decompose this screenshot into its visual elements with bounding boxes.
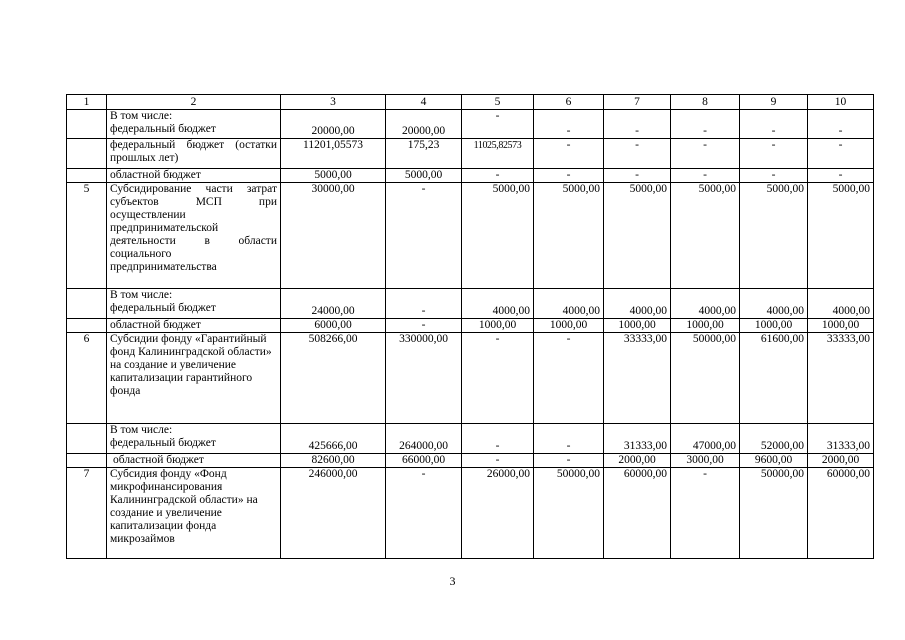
header-cell: 10 xyxy=(808,95,874,110)
header-row xyxy=(67,95,874,110)
value-cell: - xyxy=(740,169,808,183)
value-cell: 4000,00 xyxy=(671,289,740,319)
value-cell: - xyxy=(740,110,808,139)
value-cell: - xyxy=(534,424,604,454)
row-number: 7 xyxy=(67,468,107,559)
row-number-cell xyxy=(67,454,107,468)
value-cell: 50000,00 xyxy=(671,333,740,424)
row-label: федеральный бюджет (остатки прошлых лет) xyxy=(107,139,281,169)
table-row xyxy=(67,169,874,183)
value-cell: 4000,00 xyxy=(462,289,534,319)
row-label-cell xyxy=(107,424,281,454)
header-cell: 4 xyxy=(386,95,462,110)
row-label: областной бюджет xyxy=(107,319,281,333)
value-cell: 4000,00 xyxy=(808,289,874,319)
value-cell: 26000,00 xyxy=(462,468,534,559)
value-cell: - xyxy=(462,169,534,183)
value-cell: 11201,05573 xyxy=(281,139,386,169)
value-cell: 50000,00 xyxy=(740,468,808,559)
value-cell: - xyxy=(671,468,740,559)
table-row xyxy=(67,319,874,333)
value-cell: - xyxy=(671,169,740,183)
value-cell: - xyxy=(534,169,604,183)
header-cell: 8 xyxy=(671,95,740,110)
value-cell: 5000,00 xyxy=(671,183,740,289)
sub-intro-label: В том числе: xyxy=(110,289,173,301)
value-cell: 5000,00 xyxy=(604,183,671,289)
value-cell: 2000,00 xyxy=(808,454,874,468)
value-cell: 30000,00 xyxy=(281,183,386,289)
value-cell: - xyxy=(462,454,534,468)
row-number-cell xyxy=(67,110,107,139)
row-label: федеральный бюджет xyxy=(110,123,216,135)
table-row xyxy=(67,454,874,468)
value-cell: 1000,00 xyxy=(671,319,740,333)
value-cell: - xyxy=(740,139,808,169)
row-label: федеральный бюджет xyxy=(110,302,216,314)
value-cell: - xyxy=(808,110,874,139)
value-cell: 1000,00 xyxy=(808,319,874,333)
value-cell: - xyxy=(534,110,604,139)
value-cell: 31333,00 xyxy=(604,424,671,454)
table-row xyxy=(67,333,874,424)
value-cell: - xyxy=(808,139,874,169)
page-number: 3 xyxy=(449,574,456,588)
table-row xyxy=(67,139,874,169)
row-number-cell xyxy=(67,319,107,333)
row-number-cell xyxy=(67,139,107,169)
value-cell: 61600,00 xyxy=(740,333,808,424)
value-cell: 264000,00 xyxy=(386,424,462,454)
value-cell: 5000,00 xyxy=(534,183,604,289)
table-row xyxy=(67,110,874,139)
row-number-cell xyxy=(67,169,107,183)
value-cell: 2000,00 xyxy=(604,454,671,468)
value-cell: 52000,00 xyxy=(740,424,808,454)
value-cell: 60000,00 xyxy=(808,468,874,559)
value-cell: 508266,00 xyxy=(281,333,386,424)
table-row xyxy=(67,183,874,289)
value-cell: 246000,00 xyxy=(281,468,386,559)
sub-intro-label: В том числе: xyxy=(110,424,173,436)
value-cell: 4000,00 xyxy=(740,289,808,319)
header-cell: 6 xyxy=(534,95,604,110)
row-label-cell xyxy=(107,110,281,139)
row-number: 6 xyxy=(67,333,107,424)
value-cell: - xyxy=(386,183,462,289)
value-cell xyxy=(462,110,534,139)
value-cell: - xyxy=(808,169,874,183)
row-label: Субсидия фонду «Фонд микрофинансирования Калининградской области» на создание и увеличение капитализации фонда микрозаймов xyxy=(107,468,281,559)
value-cell: 4000,00 xyxy=(604,289,671,319)
table-row xyxy=(67,468,874,559)
row-label: Субсидии фонду «Гарантийный фонд Калининградской области» на создание и увеличение капитализации гарантийного фонда xyxy=(107,333,281,424)
row-number: 5 xyxy=(67,183,107,289)
value-cell: 425666,00 xyxy=(281,424,386,454)
budget-table xyxy=(66,94,874,559)
value-cell: 4000,00 xyxy=(534,289,604,319)
row-label: Субсидирование части затрат субъектов МСП при осуществлении предпринимательской деятельности в области социального предпринимательства xyxy=(107,183,281,289)
value-cell: - xyxy=(604,139,671,169)
value-cell: - xyxy=(671,139,740,169)
header-cell: 7 xyxy=(604,95,671,110)
value-cell: - xyxy=(386,289,462,319)
header-cell: 3 xyxy=(281,95,386,110)
value-cell: - xyxy=(534,333,604,424)
value-cell: - xyxy=(462,424,534,454)
value-cell: - xyxy=(534,139,604,169)
value-cell: 6000,00 xyxy=(281,319,386,333)
value-cell: 1000,00 xyxy=(534,319,604,333)
value-cell: 1000,00 xyxy=(604,319,671,333)
value-cell: 20000,00 xyxy=(386,110,462,139)
row-number-cell xyxy=(67,289,107,319)
header-cell: 5 xyxy=(462,95,534,110)
value-cell: - xyxy=(534,454,604,468)
header-cell: 2 xyxy=(107,95,281,110)
value-cell: 20000,00 xyxy=(281,110,386,139)
value-cell: 175,23 xyxy=(386,139,462,169)
value-cell: 9600,00 xyxy=(740,454,808,468)
header-cell: 1 xyxy=(67,95,107,110)
value-cell: 33333,00 xyxy=(604,333,671,424)
row-label: областной бюджет xyxy=(113,454,204,466)
row-label-cell xyxy=(107,454,281,468)
value-cell: 33333,00 xyxy=(808,333,874,424)
row-label: федеральный бюджет xyxy=(110,437,216,449)
row-label: областной бюджет xyxy=(107,169,281,183)
value-cell: - xyxy=(462,333,534,424)
value-cell: - xyxy=(386,319,462,333)
value-cell: 1000,00 xyxy=(740,319,808,333)
value-cell: 330000,00 xyxy=(386,333,462,424)
value-cell: 47000,00 xyxy=(671,424,740,454)
value-cell: 5000,00 xyxy=(462,183,534,289)
row-number-cell xyxy=(67,424,107,454)
sub-intro-label: В том числе: xyxy=(110,110,173,122)
value-cell: 31333,00 xyxy=(808,424,874,454)
value-cell: 82600,00 xyxy=(281,454,386,468)
value-cell: 5000,00 xyxy=(386,169,462,183)
value-cell: - xyxy=(604,169,671,183)
value-cell: - xyxy=(386,468,462,559)
value-cell: 3000,00 xyxy=(671,454,740,468)
value-cell: 1000,00 xyxy=(462,319,534,333)
dash-mark: - xyxy=(495,110,500,122)
value-cell: 5000,00 xyxy=(281,169,386,183)
value-cell: 50000,00 xyxy=(534,468,604,559)
value-cell: - xyxy=(671,110,740,139)
header-cell: 9 xyxy=(740,95,808,110)
value-cell: 66000,00 xyxy=(386,454,462,468)
table-row xyxy=(67,424,874,454)
value-cell: 60000,00 xyxy=(604,468,671,559)
value-cell: 5000,00 xyxy=(740,183,808,289)
table-row xyxy=(67,289,874,319)
value-cell: 11025,82573 xyxy=(462,139,534,169)
value-cell: 24000,00 xyxy=(281,289,386,319)
value-cell: - xyxy=(604,110,671,139)
row-label-cell xyxy=(107,289,281,319)
value-cell: 5000,00 xyxy=(808,183,874,289)
